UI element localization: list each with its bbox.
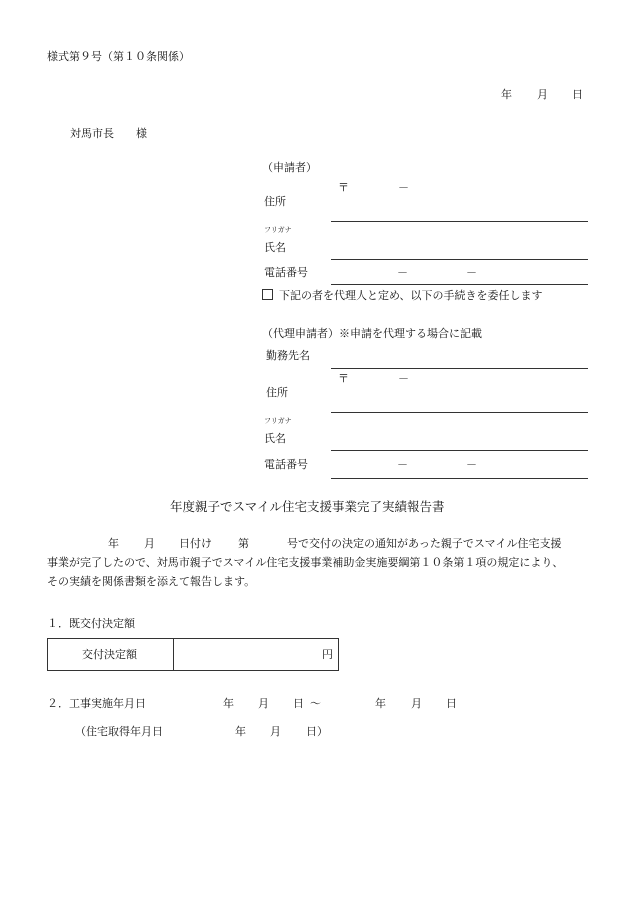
agent-phone-line xyxy=(331,478,588,479)
body-month: 月 xyxy=(144,537,155,550)
applicant-phone-label: 電話番号 xyxy=(264,266,308,279)
end-year: 年 xyxy=(375,697,386,710)
end-month: 月 xyxy=(411,697,422,710)
agent-address-line xyxy=(331,412,588,413)
grant-amount-unit: 円 xyxy=(322,648,333,661)
agent-workplace-label: 勤務先名 xyxy=(266,349,310,362)
applicant-phone-dash-1: － xyxy=(397,266,408,279)
agent-name-line xyxy=(331,450,588,451)
agent-phone-dash-1: － xyxy=(397,458,408,471)
addressee: 対馬市長 様 xyxy=(70,127,147,140)
delegate-statement-row xyxy=(262,289,543,303)
body-number-prefix: 第 xyxy=(238,537,249,550)
body-year: 年 xyxy=(108,537,119,550)
start-day: 日 xyxy=(293,697,304,710)
section2-heading: ２．工事実施年月日 xyxy=(47,697,146,710)
body-line1-rest: 号で交付の決定の通知があった親子でスマイル住宅支援 xyxy=(287,537,562,550)
date-year-label: 年 xyxy=(501,88,512,101)
agent-phone-label: 電話番号 xyxy=(264,458,308,471)
body-line2: 事業が完了したので、対馬市親子でスマイル住宅支援事業補助金実施要綱第１０条第１項の規定により、 xyxy=(47,556,564,569)
applicant-header: （申請者） xyxy=(262,161,317,174)
applicant-phone-line xyxy=(331,284,588,285)
applicant-address-line xyxy=(331,221,588,222)
document-title: 年度親子でスマイル住宅支援事業完了実績報告書 xyxy=(170,499,445,514)
form-number: 様式第９号（第１０条関係） xyxy=(47,50,190,63)
range-tilde: ～ xyxy=(310,697,321,710)
grant-amount-label: 交付決定額 xyxy=(82,648,137,661)
agent-workplace-line xyxy=(331,368,588,369)
date-month-label: 月 xyxy=(537,88,548,101)
end-day: 日 xyxy=(446,697,457,710)
start-month: 月 xyxy=(258,697,269,710)
section1-heading: １．既交付決定額 xyxy=(47,617,135,630)
agent-name-label: 氏名 xyxy=(264,432,286,445)
applicant-postal-mark: 〒 xyxy=(338,181,349,194)
agent-header: （代理申請者）※申請を代理する場合に記載 xyxy=(262,327,482,340)
acquisition-date-label: （住宅取得年月日 xyxy=(75,725,163,738)
applicant-name-line xyxy=(331,259,588,260)
body-line3: その実績を関係書類を添えて報告します。 xyxy=(47,575,256,588)
date-day-label: 日 xyxy=(572,88,583,101)
acquisition-month: 月 xyxy=(270,725,281,738)
grant-amount-divider xyxy=(173,639,174,670)
acquisition-year: 年 xyxy=(235,725,246,738)
body-date-suffix: 日付け xyxy=(179,537,212,550)
applicant-postal-dash: － xyxy=(398,181,409,194)
agent-postal-dash: － xyxy=(398,372,409,385)
applicant-furigana-label: フリガナ xyxy=(264,226,292,234)
applicant-address-label: 住所 xyxy=(264,195,286,208)
delegate-statement: 下記の者を代理人と定め、以下の手続きを委任します xyxy=(279,289,543,302)
applicant-phone-dash-2: － xyxy=(466,266,477,279)
grant-amount-table xyxy=(47,638,339,671)
agent-furigana-label: フリガナ xyxy=(264,417,292,425)
agent-postal-mark: 〒 xyxy=(338,372,349,385)
start-year: 年 xyxy=(223,697,234,710)
agent-phone-dash-2: － xyxy=(466,458,477,471)
applicant-name-label: 氏名 xyxy=(264,241,286,254)
agent-address-label: 住所 xyxy=(266,386,288,399)
acquisition-day: 日） xyxy=(306,725,328,738)
delegate-checkbox[interactable] xyxy=(262,289,273,300)
